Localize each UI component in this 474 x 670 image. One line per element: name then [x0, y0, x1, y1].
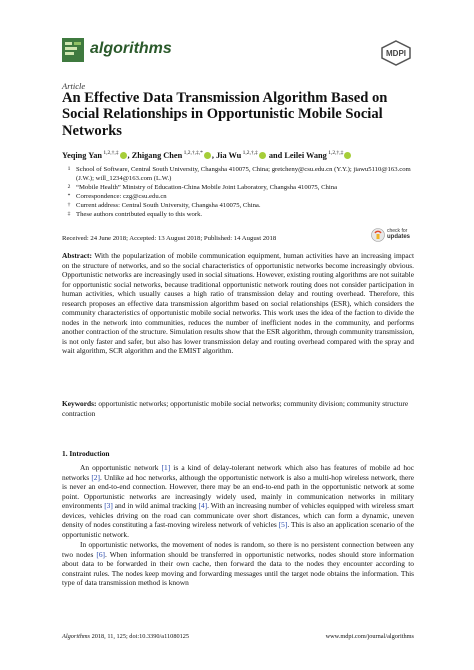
updates-line-2: updates — [387, 234, 411, 240]
affiliation-item — [62, 201, 412, 210]
journal-header — [62, 36, 412, 70]
paper-title: An Effective Data Transmission Algorithm Based on Social Relationships in Opportunistic Mobile Social Networks — [62, 90, 388, 139]
affiliation-text: Current address: Central South University, Changsha 410075, China. — [76, 202, 261, 209]
orcid-icon[interactable] — [120, 152, 127, 159]
citation-link[interactable]: [1] — [161, 463, 171, 472]
author-list — [62, 150, 412, 160]
citation-link[interactable]: [5] — [278, 520, 288, 530]
author-affiliation-marks: 1,2,†,‡,* — [182, 150, 203, 156]
keywords-label: Keywords: — [62, 399, 97, 408]
author-separator: , — [127, 150, 132, 160]
keywords — [62, 399, 414, 418]
citation-link[interactable]: [3] — [104, 501, 113, 511]
publication-dates: Received: 24 June 2018; Accepted: 13 August 2018; Published: 14 August 2018 — [62, 235, 277, 242]
affiliation-mark: ‡ — [67, 211, 71, 217]
section-body — [62, 463, 414, 589]
mdpi-logo-icon[interactable] — [380, 40, 412, 66]
author-name[interactable]: Jia Wu — [215, 150, 242, 160]
citation-link[interactable]: [2] — [91, 472, 100, 482]
paragraph-text: . Unlike ad hoc networks, although the opportunistic network is also a multi-hop wireless network, there is never an end-to-end connection. However, there may be an end-to-end path in the opportunistic network at some point. Opportunistic networks are increasingly widely used, mainly in communication networks in military environments — [62, 472, 414, 511]
orcid-icon[interactable] — [259, 152, 266, 159]
affiliation-mark: * — [67, 193, 71, 199]
author-separator: , — [211, 150, 216, 160]
paragraph-text: and in wild animal tracking — [112, 501, 199, 511]
affiliation-mark: † — [67, 202, 71, 208]
check-for-updates-badge[interactable] — [371, 226, 415, 246]
keywords-text: opportunistic networks; opportunistic mobile social networks; community division; community structure contraction — [62, 399, 409, 418]
footer-journal: Algorithms — [62, 633, 90, 640]
affiliation-item — [62, 183, 412, 192]
abstract-label: Abstract: — [62, 251, 92, 260]
author-affiliation-marks: 1,2,†,‡ — [102, 150, 119, 156]
author-name[interactable]: Zhigang Chen — [131, 150, 183, 160]
affiliation-item — [62, 210, 412, 219]
author-affiliation-marks: 1,2,†,‡ — [326, 150, 344, 156]
paragraph-text: In opportunistic networks, the movement of nodes is random, so there is no persistent connection between any two nodes — [62, 540, 414, 559]
article-type: Article — [62, 81, 86, 91]
paragraph-text: . This is also an application scenario of the opportunistic network. — [62, 520, 414, 539]
footer-citation: 2018, 11, 125; doi:10.3390/a11080125 — [90, 633, 190, 640]
paragraph-1 — [62, 463, 414, 539]
affiliation-item — [62, 192, 412, 201]
updates-line-1: check for — [387, 228, 408, 234]
paragraph-text: . When information should be transferred in opportunistic networks, nodes should store information about data to be forwarded in their own cache, then forward the data to the nodes they encounter according to constraint rules. The nodes keep moving and forwarding messages until the target node obtains the information. This type of data transmission method is known — [62, 549, 414, 588]
affiliation-text: These authors contributed equally to this work. — [76, 211, 203, 218]
paragraph-text: An opportunistic network — [80, 463, 162, 472]
affiliation-item — [62, 165, 412, 183]
journal-name[interactable]: algorithms — [90, 40, 172, 57]
abstract — [62, 251, 414, 356]
updates-icon — [371, 228, 385, 242]
journal-logo-icon — [62, 38, 84, 62]
paragraph-text: is a kind of delay-tolerant network which also has features of mobile ad hoc networks — [62, 463, 414, 482]
affiliation-text: Correspondence: czg@csu.edu.cn — [76, 193, 167, 200]
author-separator: and — [266, 150, 285, 160]
citation-link[interactable]: [4] — [198, 501, 208, 511]
author-name[interactable]: Leilei Wang — [284, 150, 327, 160]
paragraph-2 — [62, 540, 414, 588]
section-heading: 1. Introduction — [62, 449, 110, 458]
affiliations — [62, 165, 412, 219]
affiliation-text: “Mobile Health” Ministry of Education-China Mobile Joint Laboratory, Changsha 410075, China — [76, 184, 338, 191]
orcid-icon[interactable] — [344, 152, 351, 159]
page-footer — [62, 633, 414, 640]
affiliation-mark: 1 — [67, 166, 71, 172]
orcid-icon[interactable] — [204, 152, 211, 159]
affiliation-mark: 2 — [67, 184, 71, 190]
abstract-text: With the popularization of mobile communication equipment, human activities have an increasing impact on the structure of networks, and so the social characteristics of opportunistic networks become increasingly obvious. Opportunistic networks are increasingly used in social situations. However, existing routing algorithms are not suitable for opportunistic social networks, because traditional opportunistic network routing does not consider participation in human activities, which usually causes a high ratio of transmission delay and routing overhead. Therefore, this research proposes an effective data transmission algorithm based on social relationships (ESR), which considers the community characteristics of opportunistic mobile social networks. This work uses the idea of the faction to divide the nodes in the network into communities, reduces the number of inefficient nodes in the community, and performs another contraction of the structure. Simulation results show that the ESR algorithm, through community transmission, is not only faster and safer, but also has lower transmission delay and routing overhead compared with the spray and wait algorithm, SCR algorithm and the EMIST algorithm. — [62, 251, 415, 356]
publisher-name: MDPI — [386, 49, 406, 58]
affiliation-text: School of Software, Central South University, Changsha 410075, China; gretcheny@csu.edu.cn (Y.Y.); jiawu5110@163.com (J.W.); will_1234@163.com (L.W.) — [76, 166, 411, 182]
author-name[interactable]: Yeqing Yan — [62, 150, 103, 160]
paragraph-text: . With an increasing number of vehicles equipped with wireless smart devices, vehicles driving on the road can communicate over short distances, which can form a dynamic, uneven density of nodes constituting a fast-moving wireless network of vehicles — [62, 501, 414, 530]
footer-url[interactable]: www.mdpi.com/journal/algorithms — [325, 633, 414, 640]
author-affiliation-marks: 1,2,†,‡ — [241, 150, 258, 156]
citation-link[interactable]: [6] — [96, 549, 105, 559]
